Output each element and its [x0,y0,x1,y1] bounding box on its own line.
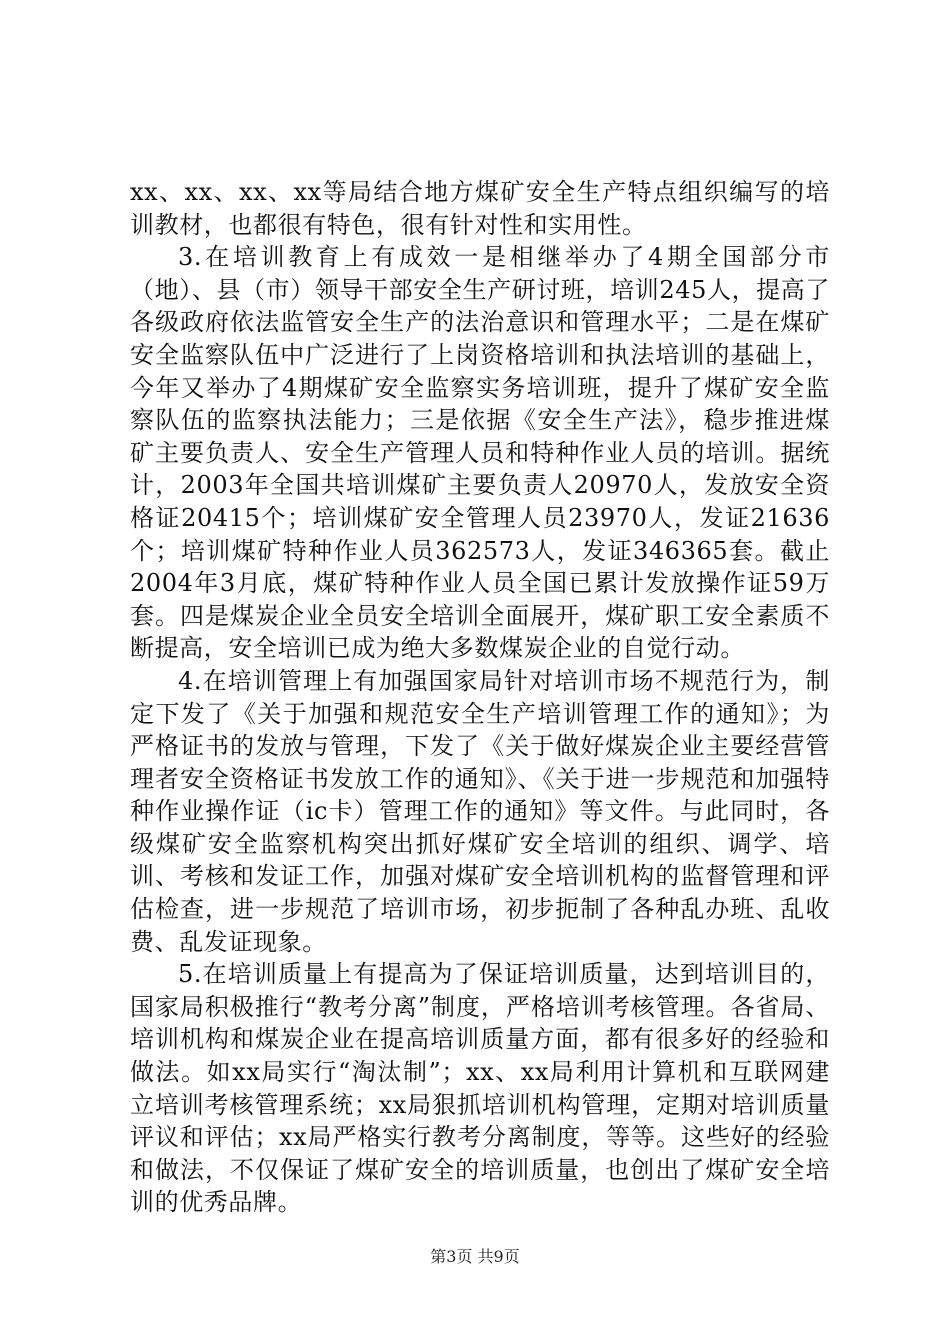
paragraph-item-5: 5.在培训质量上有提高为了保证培训质量，达到培训目的，国家局积极推行“教考分离”制度，严格培训考核管理。各省局、培训机构和煤炭企业在提高培训质量方面，都有很多好的经验和做法。如xx局实行“淘汰制”；xx、xx局利用计算机和互联网建立培训考核管理系统；xx局狠抓培训机构管理，定期对培训质量评议和评估；xx局严格实行教考分离制度，等等。这些好的经验和做法，不仅保证了煤矿安全的培训质量，也创出了煤矿安全培训的优秀品牌。 [130,960,830,1217]
page-number-footer: 第3页 共9页 [430,1247,520,1266]
paragraph-item-4: 4.在培训管理上有加强国家局针对培训市场不规范行为，制定下发了《关于加强和规范安全生产培训管理工作的通知》；为严格证书的发放与管理，下发了《关于做好煤炭企业主要经营管理者安全资格证书发放工作的通知》、《关于进一步规范和加强特种作业操作证（ic卡）管理工作的通知》等文件。与此同时，各级煤矿安全监察机构突出抓好煤矿安全培训的组织、调学、培训、考核和发证工作，加强对煤矿安全培训机构的监督管理和评估检查，进一步规范了培训市场，初步扼制了各种乱办班、乱收费、乱发证现象。 [130,666,830,956]
paragraph-continued: xx、xx、xx、xx等局结合地方煤矿安全生产特点组织编写的培训教材，也都很有特色，很有针对性和实用性。 [130,178,830,239]
document-body [130,176,830,1219]
paragraph-item-3: 3.在培训教育上有成效一是相继举办了4期全国部分市（地）、县（市）领导干部安全生产研讨班，培训245人，提高了各级政府依法监管安全生产的法治意识和管理水平；二是在煤矿安全监察队伍中广泛进行了上岗资格培训和执法培训的基础上，今年又举办了4期煤矿安全监察实务培训班，提升了煤矿安全监察队伍的监察执法能力；三是依据《安全生产法》，稳步推进煤矿主要负责人、安全生产管理人员和特种作业人员的培训。据统计，2003年全国共培训煤矿主要负责人20970人，发放安全资格证20415个；培训煤矿安全管理人员23970人，发证21636个；培训煤矿特种作业人员362573人，发证346365套。截止2004年3月底，煤矿特种作业人员全国已累计发放操作证59万套。四是煤炭企业全员安全培训全面展开，煤矿职工安全素质不断提高，安全培训已成为绝大多数煤炭企业的自觉行动。 [130,243,830,663]
